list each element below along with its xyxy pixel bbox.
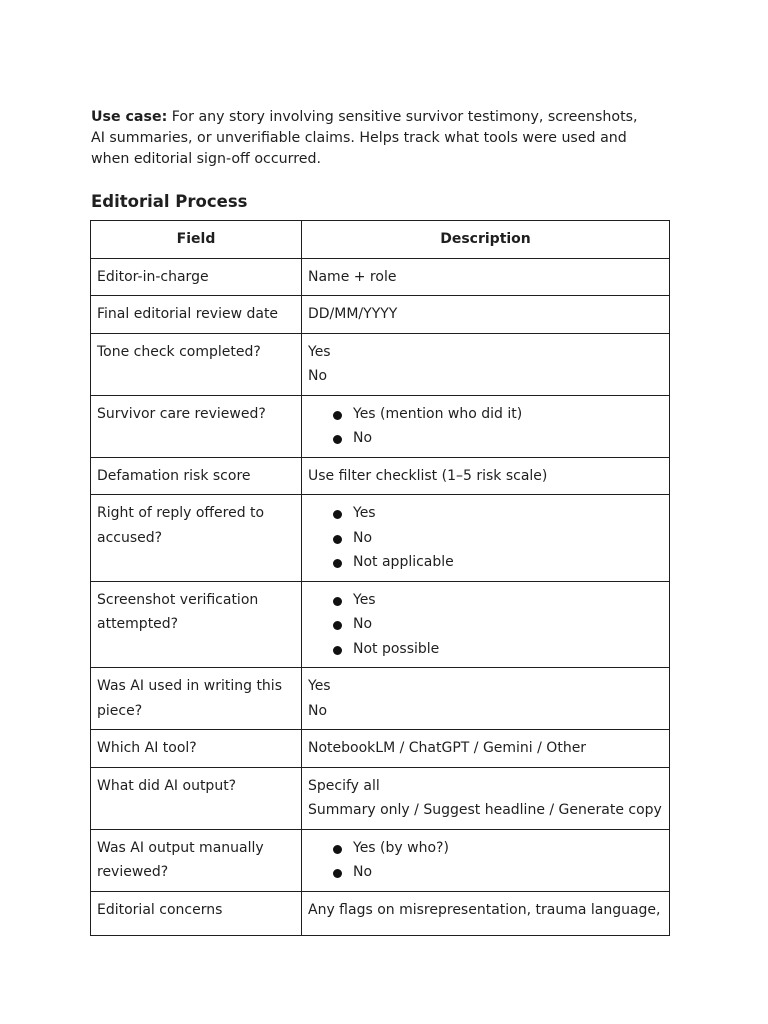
table-row: [91, 730, 670, 768]
option-no: No: [308, 368, 328, 384]
bullet-list: [308, 588, 663, 662]
bullet-list: [308, 501, 663, 575]
row-description: Any flags on misrepresentation, trauma language,: [302, 891, 670, 935]
row-field: Tone check completed?: [91, 333, 302, 395]
row-field: Editorial concerns: [91, 891, 302, 935]
bullet-item: Not applicable: [331, 550, 663, 575]
row-field: What did AI output?: [91, 767, 302, 829]
row-options: [302, 495, 670, 582]
table-row: [91, 296, 670, 334]
bullet-item: No: [331, 612, 663, 637]
description-line: Summary only / Suggest headline / Generate copy: [308, 802, 662, 818]
row-description: [302, 767, 670, 829]
header-description: Description: [302, 221, 670, 259]
bullet-item: Yes: [331, 588, 663, 613]
row-field: Right of reply offered to accused?: [91, 495, 302, 582]
table-header-row: [91, 221, 670, 259]
table-row: [91, 668, 670, 730]
row-options: [302, 395, 670, 457]
row-field: Screenshot verification attempted?: [91, 581, 302, 668]
table-row: [91, 333, 670, 395]
editorial-process-table: [90, 220, 670, 936]
row-description: NotebookLM / ChatGPT / Gemini / Other: [302, 730, 670, 768]
row-field: Final editorial review date: [91, 296, 302, 334]
use-case-paragraph: [91, 107, 651, 170]
row-options: [302, 829, 670, 891]
table-row: [91, 495, 670, 582]
use-case-label: Use case:: [91, 109, 168, 125]
section-title: Editorial Process: [91, 192, 248, 211]
row-field: Was AI output manually reviewed?: [91, 829, 302, 891]
bullet-item: Yes: [331, 501, 663, 526]
row-field: Defamation risk score: [91, 457, 302, 495]
bullet-item: No: [331, 860, 663, 885]
bullet-item: Not possible: [331, 637, 663, 662]
table-row: [91, 767, 670, 829]
table-row: [91, 457, 670, 495]
bullet-item: No: [331, 426, 663, 451]
row-description: Use filter checklist (1–5 risk scale): [302, 457, 670, 495]
header-field: Field: [91, 221, 302, 259]
table-row: [91, 258, 670, 296]
row-options: [302, 333, 670, 395]
table-row: [91, 581, 670, 668]
row-options: [302, 668, 670, 730]
row-description: Name + role: [302, 258, 670, 296]
bullet-item: Yes (mention who did it): [331, 402, 663, 427]
bullet-item: No: [331, 526, 663, 551]
option-yes: Yes: [308, 678, 331, 694]
bullet-item: Yes (by who?): [331, 836, 663, 861]
table-row: [91, 829, 670, 891]
row-options: [302, 581, 670, 668]
bullet-list: [308, 836, 663, 885]
use-case-text: For any story involving sensitive survivor testimony, screenshots, AI summaries, or unverifiable claims. Helps track what tools were used and when editorial sign-off occurred.: [91, 109, 638, 167]
row-field: Which AI tool?: [91, 730, 302, 768]
table-row: [91, 395, 670, 457]
table-row: [91, 891, 670, 935]
row-field: Survivor care reviewed?: [91, 395, 302, 457]
description-line: Specify all: [308, 777, 380, 794]
row-field: Was AI used in writing this piece?: [91, 668, 302, 730]
option-yes: Yes: [308, 343, 331, 360]
row-description: DD/MM/YYYY: [302, 296, 670, 334]
option-no: No: [308, 702, 328, 719]
row-field: Editor-in-charge: [91, 258, 302, 296]
bullet-list: [308, 402, 663, 451]
